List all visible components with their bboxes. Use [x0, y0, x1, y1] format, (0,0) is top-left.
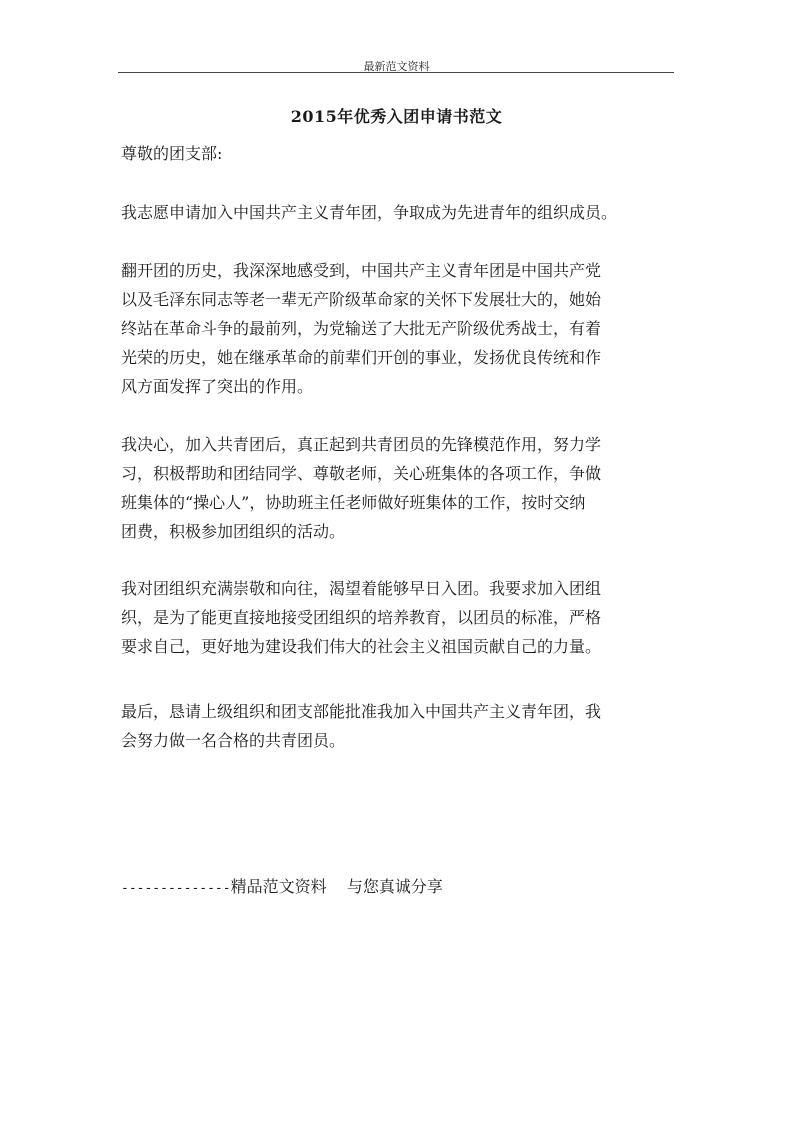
paragraph-2	[121, 256, 681, 401]
paragraph-line: 最后，恳请上级组织和团支部能批准我加入中国共产主义青年团，我	[121, 702, 602, 721]
footer-tagline	[121, 874, 443, 897]
paragraph-line: 班集体的“操心人”，协助班主任老师做好班集体的工作，按时交纳	[121, 493, 586, 512]
header-divider	[118, 72, 674, 73]
paragraph-5	[121, 697, 681, 755]
paragraph-line: 翻开团的历史，我深深地感受到，中国共产主义青年团是中国共产党	[121, 261, 602, 280]
paragraph-line: 终站在革命斗争的最前列，为党输送了大批无产阶级优秀战士，有着	[121, 319, 602, 338]
paragraph-4	[121, 574, 681, 661]
paragraph-line: 习，积极帮助和团结同学、尊敬老师，关心班集体的各项工作，争做	[121, 464, 602, 483]
paragraph-line: 我决心，加入共青团后，真正起到共青团员的先锋模范作用，努力学	[121, 435, 602, 454]
footer-text: 精品范文资料 与您真诚分享	[230, 877, 443, 896]
header-label: 最新范文资料	[363, 60, 430, 73]
salutation: 尊敬的团支部:	[121, 144, 223, 163]
paragraph-line: 我志愿申请加入中国共产主义青年团，争取成为先进青年的组织成员。	[121, 203, 618, 222]
paragraph-line: 要求自己，更好地为建设我们伟大的社会主义祖国贡献自己的力量。	[121, 637, 602, 656]
paragraph-1	[121, 198, 681, 227]
paragraph-line: 团费，积极参加团组织的活动。	[121, 522, 346, 541]
paragraph-3	[121, 430, 681, 546]
paragraph-line: 以及毛泽东同志等老一辈无产阶级革命家的关怀下发展壮大的，她始	[121, 290, 602, 309]
paragraph-line: 织，是为了能更直接地接受团组织的培养教育，以团员的标准，严格	[121, 608, 602, 627]
document-title: 2015年优秀入团申请书范文	[290, 107, 503, 126]
paragraph-line: 风方面发挥了突出的作用。	[121, 377, 314, 396]
paragraph-line: 我对团组织充满崇敬和向往，渴望着能够早日入团。我要求加入团组	[121, 579, 602, 598]
paragraph-line: 会努力做一名合格的共青团员。	[121, 731, 346, 750]
footer-dashes: --------------	[121, 881, 231, 896]
paragraph-line: 光荣的历史，她在继承革命的前辈们开创的事业，发扬优良传统和作	[121, 348, 602, 367]
